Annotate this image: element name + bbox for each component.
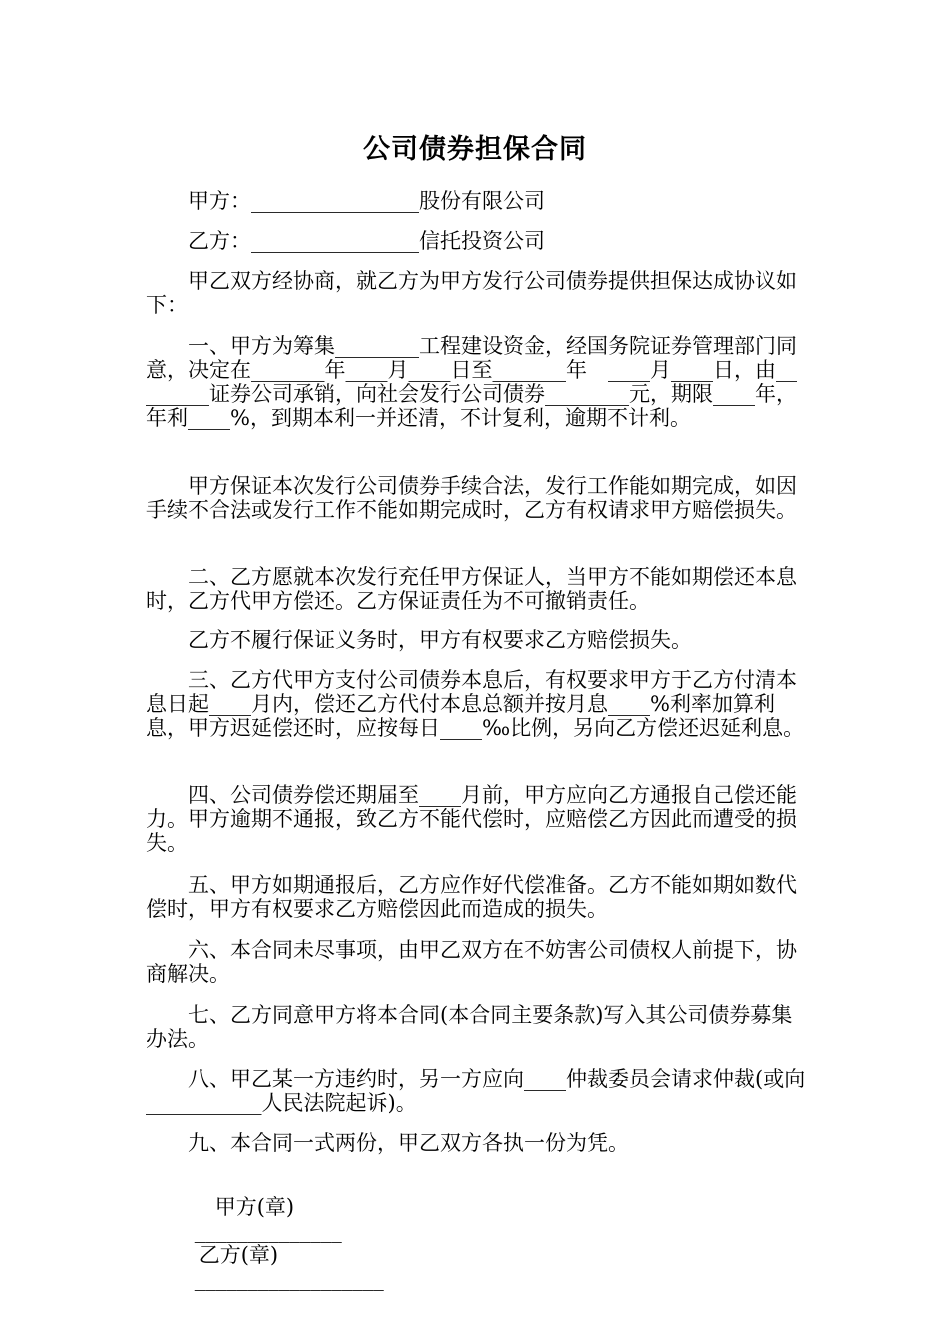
clause-2: 二、乙方愿就本次发行充任甲方保证人，当甲方不能如期偿还本息时，乙方代甲方偿还。乙方保证责任为不可撤销责任。 [146, 565, 797, 613]
document-title: 公司债券担保合同 [363, 134, 587, 165]
party-b-line: 乙方：________________信托投资公司 [188, 229, 545, 253]
clause-3: 三、乙方代甲方支付公司债券本息后，有权要求甲方于乙方付清本息日起____月内，偿还乙方代付本息总额并按月息____%利率加算利息，甲方迟延偿还时，应按每日____‰比例，另向乙方偿还迟延利息。 [146, 668, 805, 740]
party-b-seal-line: __________________ [194, 1267, 384, 1291]
clause-2-breach: 乙方不履行保证义务时，甲方有权要求乙方赔偿损失。 [188, 628, 692, 652]
clause-6: 六、本合同未尽事项，由甲乙双方在不妨害公司债权人前提下，协商解决。 [146, 938, 797, 986]
party-b-seal-label: 乙方(章) [198, 1243, 279, 1267]
clause-9: 九、本合同一式两份，甲乙双方各执一份为凭。 [188, 1131, 629, 1155]
clause-5: 五、甲方如期通报后，乙方应作好代偿准备。乙方不能如期如数代偿时，甲方有权要求乙方赔偿因此而造成的损失。 [146, 873, 797, 921]
clause-8: 八、甲乙某一方违约时，另一方应向____仲裁委员会请求仲裁(或向___________人民法院起诉)。 [146, 1067, 806, 1115]
signature-row [146, 1171, 806, 1315]
clause-7: 七、乙方同意甲方将本合同(本合同主要条款)写入其公司债券募集办法。 [146, 1003, 793, 1051]
clause-1-guarantee: 甲方保证本次发行公司债券手续合法，发行工作能如期完成，如因手续不合法或发行工作不能如期完成时，乙方有权请求甲方赔偿损失。 [146, 474, 797, 522]
clause-1: 一、甲方为筹集________工程建设资金，经国务院证券管理部门同意，决定在_______年____月____日至_______年 ____月____日，由________证券公司承销，向社会发行公司债券________元，期限____年，年利____%，到期本利一并还清，不计复利，逾期不计利。 [146, 334, 797, 430]
party-a-seal-label: 甲方(章) [214, 1195, 295, 1219]
intro-paragraph: 甲乙双方经协商，就乙方为甲方发行公司债券提供担保达成协议如下： [146, 269, 797, 317]
party-a-seal-line: ______________ [194, 1219, 342, 1243]
clause-4: 四、公司债券偿还期届至____月前，甲方应向乙方通报自己偿还能力。甲方逾期不通报，致乙方不能代偿时，应赔偿乙方因此而遭受的损失。 [146, 783, 797, 855]
party-a-line: 甲方：________________股份有限公司 [188, 189, 545, 213]
